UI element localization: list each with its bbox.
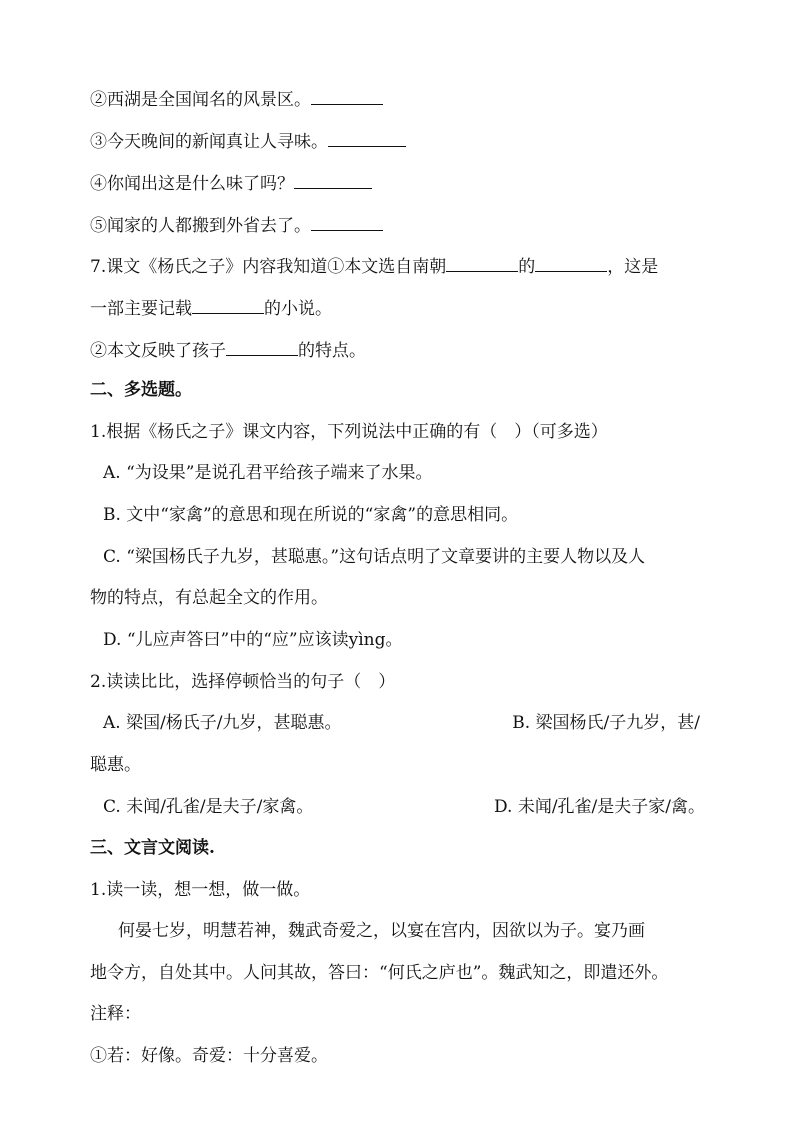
answer-blank[interactable] xyxy=(192,295,264,314)
s2-q1-option-c: C. “梁国杨氏子九岁，甚聪惠。”这句话点明了文章要讲的主要人物以及人 xyxy=(103,547,646,567)
q7-text: 7.课文《杨氏之子》内容我知道①本文选自南朝 xyxy=(90,257,447,277)
note-1: ①若：好像。奇爱：十分喜爱。 xyxy=(90,1046,328,1066)
q6-item-2-text: ②西湖是全国闻名的风景区。 xyxy=(90,90,311,110)
s2-q1-option-c-cont: 物的特点，有总起全文的作用。 xyxy=(90,588,328,608)
answer-blank[interactable] xyxy=(311,86,383,105)
section-3-heading: 三、文言文阅读. xyxy=(90,838,215,858)
q6-item-3-text: ③今天晚间的新闻真让人寻味。 xyxy=(90,132,328,152)
q7-text: 的 xyxy=(518,257,536,277)
section-2-heading: 二、多选题。 xyxy=(90,380,192,400)
q6-item-4-text: ④你闻出这是什么味了吗？ xyxy=(90,174,294,194)
s2-q1-option-a: A. “为设果”是说孔君平给孩子端来了水果。 xyxy=(103,463,433,483)
q7-line-3 xyxy=(90,337,710,363)
s2-q2-option-a: A. 梁国/杨氏子/九岁，甚聪惠。 xyxy=(103,713,342,733)
q7-text: ②本文反映了孩子 xyxy=(90,341,226,361)
s2-q2-option-c: C. 未闻/孔雀/是夫子/家禽。 xyxy=(103,797,314,817)
s2-q1-option-d: D. “儿应声答曰”中的“应”应该读yìng。 xyxy=(103,630,403,650)
q7-text: 一部主要记载 xyxy=(90,299,192,319)
s2-q2-option-b-cont: 聪惠。 xyxy=(90,755,141,775)
s2-q1-stem: 1.根据《杨氏之子》课文内容，下列说法中正确的有（ ）（可多选） xyxy=(90,422,608,442)
answer-blank[interactable] xyxy=(446,253,518,272)
q6-item-5-text: ⑤闻家的人都搬到外省去了。 xyxy=(90,216,311,236)
passage-line-2: 地令方，自处其中。人问其故，答曰：“何氏之庐也”。魏武知之，即遣还外。 xyxy=(90,963,669,983)
notes-label: 注释： xyxy=(90,1004,141,1024)
q6-item-5 xyxy=(90,212,710,238)
answer-blank[interactable] xyxy=(294,170,372,189)
s2-q1-option-b: B. 文中“家禽”的意思和现在所说的“家禽”的意思相同。 xyxy=(103,505,519,525)
q6-item-3 xyxy=(90,128,710,154)
q7-text: ，这是 xyxy=(607,257,659,277)
q7-text: 的小说。 xyxy=(264,299,332,319)
s2-q2-option-b: B. 梁国杨氏/子九岁，甚/ xyxy=(512,713,700,733)
s2-q2-stem: 2.读读比比，选择停顿恰当的句子（ ） xyxy=(90,672,396,692)
q7-line-2 xyxy=(90,295,710,321)
answer-blank[interactable] xyxy=(311,212,383,231)
q7-text: 的特点。 xyxy=(298,341,366,361)
s3-q1-stem: 1.读一读，想一想，做一做。 xyxy=(90,880,311,900)
s2-q2-option-d: D. 未闻/孔雀/是夫子家/禽。 xyxy=(493,797,705,817)
q7-line-1 xyxy=(90,253,710,279)
passage-line-1: 何晏七岁，明慧若神，魏武奇爱之，以宴在宫内，因欲以为子。宴乃画 xyxy=(118,921,645,941)
q6-item-4 xyxy=(90,170,710,196)
answer-blank[interactable] xyxy=(226,337,298,356)
answer-blank[interactable] xyxy=(535,253,607,272)
answer-blank[interactable] xyxy=(328,128,406,147)
q6-item-2 xyxy=(90,86,710,112)
